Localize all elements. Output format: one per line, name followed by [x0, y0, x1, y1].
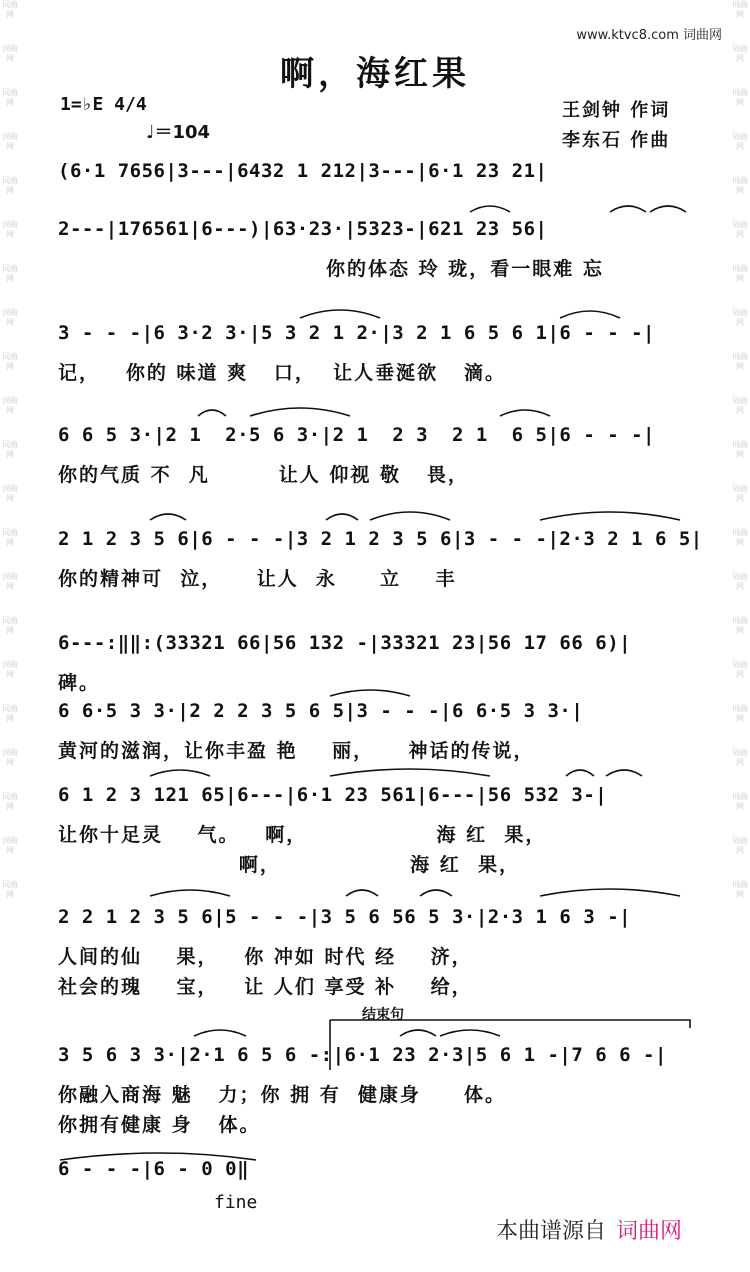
lyric-line: 你的精神可 泣， 让人 永 立 丰	[58, 568, 457, 590]
song-title: 啊，海红果	[280, 54, 470, 94]
notation-line: (6·1 7656|3---|6432 1 212|3---|6·1 23 21|	[58, 160, 548, 182]
fine-marking: fine	[214, 1192, 258, 1213]
notation-line: 3 - - -|6 3·2 3·|5 3 2 1 2·|3 2 1 6 5 6 1|6 - - -|	[58, 322, 655, 344]
composer-credit: 李东石 作曲	[562, 130, 671, 151]
notation-line: 6 - - -|6 - 0 0‖	[58, 1158, 250, 1180]
notation-line: 2 2 1 2 3 5 6|5 - - -|3 5 6 56 5 3·|2·3 1 6 3 -|	[58, 906, 632, 928]
notation-line: 6 6·5 3 3·|2 2 2 3 5 6 5|3 - - -|6 6·5 3 3·|	[58, 700, 584, 722]
notation-line: 2---|176561|6---)|63·23·|5323-|621 23 56|	[58, 218, 548, 240]
lyricist-credit: 王剑钟 作词	[562, 100, 671, 121]
source-prefix: 本曲谱源自	[496, 1219, 607, 1244]
lyric-line: 记， 你的 味道 爽 口， 让人垂涎欲 滴。	[58, 362, 506, 384]
lyric-line: 黄河的滋润，让你丰盈 艳 丽， 神话的传说，	[58, 740, 535, 762]
tempo-marking: ♩＝104	[146, 122, 211, 143]
notation-line: 3 5 6 3 3·|2·1 6 5 6 -:|6·1 23 2·3|5 6 1 -|7 6 6 -|	[58, 1044, 667, 1066]
lyric-line: 碑。	[58, 672, 101, 694]
lyric-line: 你的气质 不 凡 让人 仰视 敬 畏，	[58, 464, 469, 486]
notation-line: 6 6 5 3·|2 1 2·5 6 3·|2 1 2 3 2 1 6 5|6 - - -|	[58, 424, 655, 446]
notation-line: 6 1 2 3 121 65|6---|6·1 23 561|6---|56 532 3-|	[58, 784, 608, 806]
lyric-line: 你融入商海 魅 力；你 拥 有 健康身 体。	[58, 1084, 506, 1106]
lyric-line: 你拥有健康 身 体。	[58, 1114, 261, 1136]
watermark-right: 词曲网 词曲网 词曲网 词曲网 词曲网 词曲网 词曲网 词曲网 词曲网 词曲网 词曲网 词曲网 词曲网 词曲网 词曲网 词曲网 词曲网 词曲网 词曲网 词曲网 词曲网	[732, 0, 748, 899]
lyric-line: 人间的仙 果， 你 冲如 时代 经 济，	[58, 946, 473, 968]
lyric-line: 啊， 海 红 果，	[58, 854, 520, 876]
key-signature: 1=♭E 4/4	[60, 94, 147, 115]
notation-line: 2 1 2 3 5 6|6 - - -|3 2 1 2 3 5 6|3 - - -|2·3 2 1 6 5|	[58, 528, 703, 550]
notation-line: 6---:‖‖:(33321 66|56 132 -|33321 23|56 17 66 6)|	[58, 632, 632, 654]
watermark-left: 词曲网 词曲网 词曲网 词曲网 词曲网 词曲网 词曲网 词曲网 词曲网 词曲网 词曲网 词曲网 词曲网 词曲网 词曲网 词曲网 词曲网 词曲网 词曲网 词曲网 词曲网	[2, 0, 18, 899]
source-brand-link[interactable]: 词曲网	[616, 1219, 683, 1244]
lyric-line: 社会的瑰 宝， 让 人们 享受 补 给，	[58, 976, 473, 998]
lyric-line: 你的体态 玲 珑，看一眼难 忘	[326, 258, 604, 280]
ending-label: 结束句	[362, 1007, 404, 1023]
lyric-line: 让你十足灵 气。 啊， 海 红 果，	[58, 824, 547, 846]
site-url[interactable]: www.ktvc8.com 词曲网	[576, 28, 722, 43]
